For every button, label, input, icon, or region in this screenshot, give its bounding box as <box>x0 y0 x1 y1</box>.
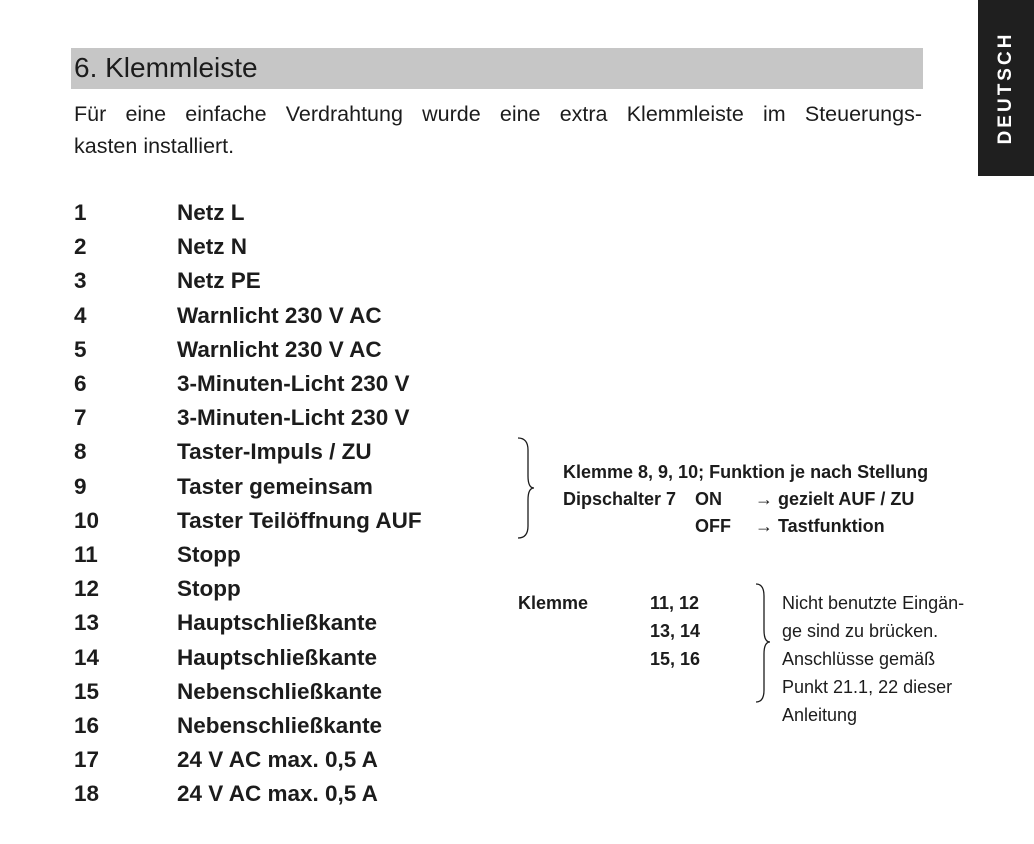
terminal-row <box>74 299 422 333</box>
bridge-note <box>782 589 964 729</box>
terminal-row <box>74 538 422 572</box>
dip-off-result: → Tastfunktion <box>755 516 885 536</box>
terminal-row <box>74 743 422 777</box>
terminal-number: 4 <box>74 302 87 328</box>
terminal-number: 1 <box>74 200 87 226</box>
terminal-label: Taster gemeinsam <box>177 473 373 499</box>
brace-icon <box>754 582 774 704</box>
terminal-label: Stopp <box>177 576 241 602</box>
terminal-number: 5 <box>74 336 87 362</box>
dip-switch-note <box>563 459 928 540</box>
terminal-label: Nebenschließkante <box>177 678 383 704</box>
terminal-label: Stopp <box>177 541 241 567</box>
terminal-row <box>74 606 422 640</box>
bridge-pair: 11, 12 <box>650 593 700 613</box>
bridge-note-line: Punkt 21.1, 22 dieser <box>782 677 953 697</box>
section-title: 6. Klemmleiste <box>74 52 258 83</box>
dip-on-label: ON <box>695 489 722 509</box>
terminal-label: 3-Minuten-Licht 230 V <box>177 405 410 431</box>
terminal-number: 16 <box>74 712 100 738</box>
bridge-note-line: Anleitung <box>782 705 858 725</box>
dip-on-result: → gezielt AUF / ZU <box>755 489 915 509</box>
terminal-number: 7 <box>74 405 87 431</box>
terminal-label: Warnlicht 230 V AC <box>177 336 382 362</box>
intro-line: Für eine einfache Verdrahtung wurde eine extra Klemmleiste im Steuerungs- <box>74 102 922 126</box>
terminal-label: Hauptschließkante <box>177 644 378 670</box>
terminal-label: Taster Teilöffnung AUF <box>177 507 422 533</box>
terminal-row <box>74 470 422 504</box>
terminal-row <box>74 435 422 469</box>
terminal-label: Netz L <box>177 200 245 226</box>
terminal-row <box>74 367 422 401</box>
terminal-row <box>74 504 422 538</box>
bridge-klemme-label: Klemme <box>518 593 589 613</box>
bridge-note-line: Nicht benutzte Eingän- <box>782 593 965 613</box>
terminal-number: 15 <box>74 678 100 704</box>
terminal-number: 13 <box>74 610 100 636</box>
terminal-row <box>74 640 422 674</box>
section-heading <box>71 48 923 89</box>
dip-off-label: OFF <box>695 516 731 536</box>
terminal-label: 24 V AC max. 0,5 A <box>177 781 378 807</box>
terminal-label: 3-Minuten-Licht 230 V <box>177 371 410 397</box>
terminal-row <box>74 333 422 367</box>
terminal-number: 9 <box>74 473 87 499</box>
dip-note-line1: Klemme 8, 9, 10; Funktion je nach Stellung <box>563 462 929 482</box>
bridge-note-line: ge sind zu brücken. <box>782 621 939 641</box>
terminal-number: 12 <box>74 576 100 602</box>
dip-switch-label: Dipschalter 7 <box>563 489 677 509</box>
terminal-label: Warnlicht 230 V AC <box>177 302 382 328</box>
language-tab <box>978 0 1034 176</box>
bridge-note-line: Anschlüsse gemäß <box>782 649 936 669</box>
terminal-row <box>74 264 422 298</box>
terminal-row <box>74 401 422 435</box>
terminal-label: Taster-Impuls / ZU <box>177 439 372 465</box>
terminal-number: 3 <box>74 268 87 294</box>
bridge-pair: 13, 14 <box>650 621 701 641</box>
terminal-number: 11 <box>74 541 98 567</box>
terminal-row <box>74 572 422 606</box>
terminal-row <box>74 675 422 709</box>
terminal-number: 18 <box>74 781 100 807</box>
language-tab-label: DEUTSCH <box>995 31 1016 145</box>
terminal-label: Hauptschließkante <box>177 610 378 636</box>
bridge-pairs <box>650 589 700 673</box>
terminal-row <box>74 777 422 811</box>
terminal-number: 2 <box>74 234 87 260</box>
terminal-label: Nebenschließkante <box>177 712 383 738</box>
terminal-label: Netz PE <box>177 268 261 294</box>
terminal-list <box>74 196 422 811</box>
intro-paragraph <box>74 98 922 162</box>
terminal-label: Netz N <box>177 234 248 260</box>
terminal-row <box>74 230 422 264</box>
terminal-number: 8 <box>74 439 87 465</box>
terminal-label: 24 V AC max. 0,5 A <box>177 747 378 773</box>
terminal-row <box>74 709 422 743</box>
intro-line: kasten installiert. <box>74 134 235 158</box>
brace-icon <box>516 436 536 540</box>
bridge-pair: 15, 16 <box>650 649 701 669</box>
terminal-number: 17 <box>74 747 100 773</box>
terminal-number: 14 <box>74 644 100 670</box>
terminal-number: 10 <box>74 507 100 533</box>
terminal-row <box>74 196 422 230</box>
terminal-number: 6 <box>74 371 87 397</box>
